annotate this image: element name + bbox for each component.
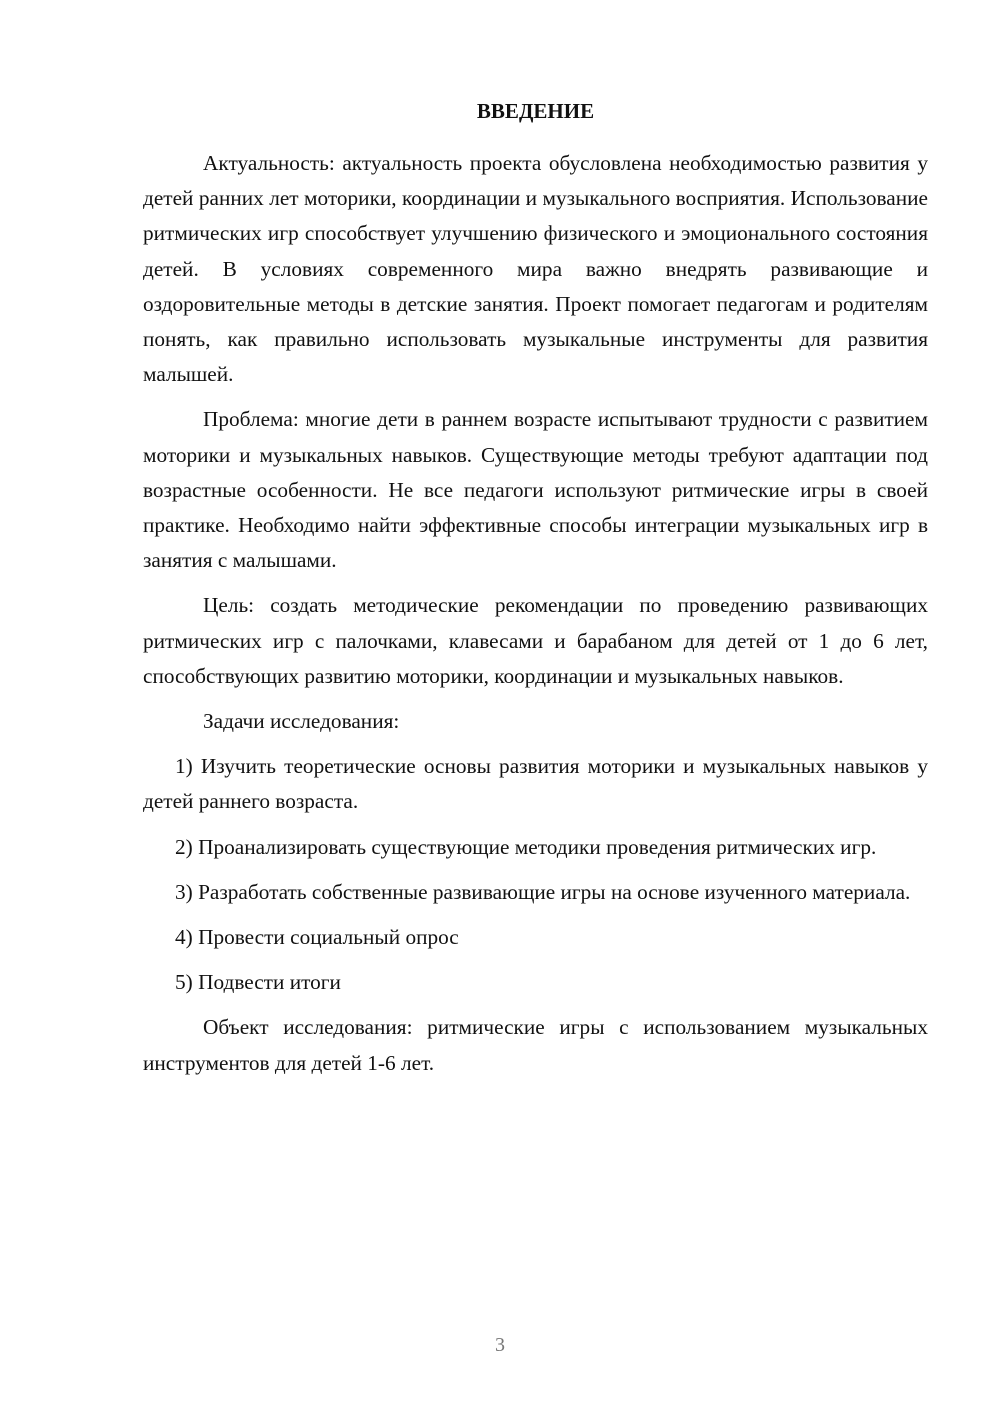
problem-paragraph: Проблема: многие дети в раннем возрасте испытывают трудности с развитием моторики и музыкальных навыков. Существующие методы требуют адаптации под возрастные особенности. Не все педагоги используют ритмические игры в своей практике. Необходимо найти эффективные способы интеграции музыкальных игр в занятия с малышами. (143, 407, 928, 573)
tasks-title: Задачи исследования: (203, 709, 400, 734)
document-page (143, 96, 928, 1091)
task-item-3: 3) Разработать собственные развивающие игры на основе изученного материала. (175, 879, 911, 904)
task-item-4: 4) Провести социальный опрос (175, 925, 459, 950)
task-item-5: 5) Подвести итоги (175, 970, 341, 995)
task-item-2: 2) Проанализировать существующие методики проведения ритмических игр. (175, 834, 877, 859)
relevance-paragraph: Актуальность: актуальность проекта обусловлена необходимостью развития у детей ранних лет моторики, координации и музыкального восприятия. Использование ритмических игр способствует улучшению физического и эмоционального состояния детей. В условиях современного мира важно внедрять развивающие и оздоровительные методы в детские занятия. Проект помогает педагогам и родителям понять, как правильно использовать музыкальные инструменты для развития малышей. (143, 151, 928, 387)
section-heading: ВВЕДЕНИЕ (476, 99, 595, 123)
goal-paragraph: Цель: создать методические рекомендации по проведению развивающих ритмических игр с палочками, клавесами и барабаном для детей от 1 до 6 лет, способствующих развитию моторики, координации и музыкальных навыков. (143, 593, 928, 688)
page-number: 3 (495, 1334, 505, 1356)
object-paragraph: Объект исследования: ритмические игры с использованием музыкальных инструментов для детей 1-6 лет. (143, 1015, 928, 1075)
task-item-1: 1) Изучить теоретические основы развития моторики и музыкальных навыков у детей раннего возраста. (143, 754, 928, 814)
